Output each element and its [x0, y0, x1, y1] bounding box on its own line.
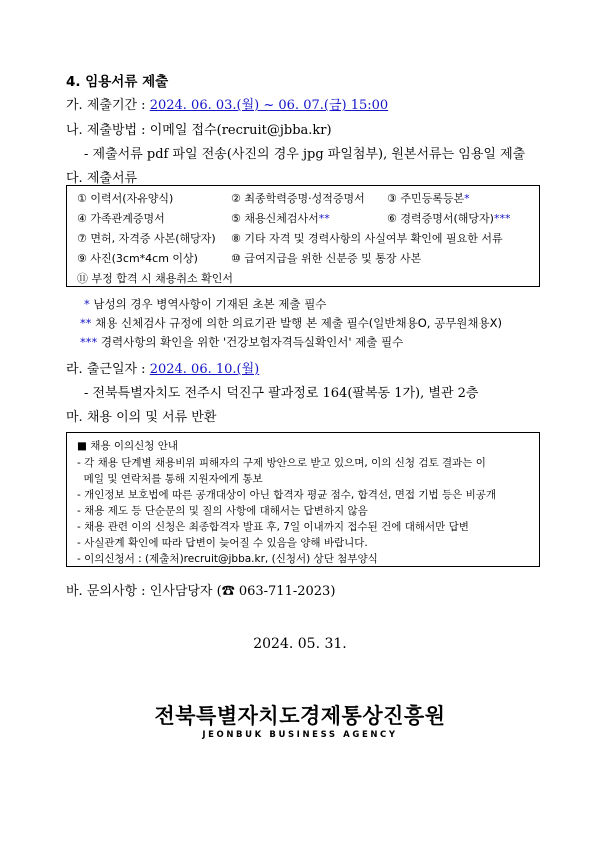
objection-line: - 채용 관련 이의 신청은 최종합격자 발표 후, 7일 이내까지 접수된 건에 대해서만 답변: [77, 521, 469, 533]
objection-box-title: ■ 채용 이의신청 안내: [77, 440, 179, 452]
document-note: ** 채용 신체검사 규정에 의한 의료기관 발행 본 제출 필수(일반채용O, 공무원채용X): [80, 316, 502, 330]
organization-name-en: JEONBUK BUSINESS AGENCY: [202, 730, 398, 740]
objection-box: [66, 432, 540, 567]
document-note: *** 경력사항의 확인을 위한 '건강보험자격득실확인서' 제출 필수: [80, 335, 404, 349]
submission-method: 나. 제출방법 : 이메일 접수(recruit@jbba.kr): [66, 123, 332, 138]
objection-line: - 채용 제도 등 단순문의 및 질의 사항에 대해서는 답변하지 않음: [77, 505, 368, 517]
doc-item: ② 최종학력증명·성적증명서: [231, 192, 365, 205]
section-title: 4. 임용서류 제출: [66, 74, 169, 90]
objection-heading: 마. 채용 이의 및 서류 반환: [66, 410, 217, 425]
objection-line: 메일 및 연락처를 통해 지원자에게 통보: [77, 473, 263, 485]
doc-item: ⑥ 경력증명서(해당자)***: [387, 212, 511, 225]
doc-item: ⑤ 채용신체검사서**: [231, 212, 330, 225]
objection-line: - 개인정보 보호법에 따른 공개대상이 아닌 합격자 평균 점수, 합격선, 면접 기법 등은 비공개: [77, 489, 497, 501]
document-note: * 남성의 경우 병역사항이 기재된 초본 제출 필수: [84, 297, 327, 311]
inquiry-contact: 바. 문의사항 : 인사담당자 (☎ 063-711-2023): [66, 584, 336, 599]
documents-box: [66, 185, 540, 287]
doc-item: ⑦ 면허, 자격증 사본(해당자): [77, 232, 216, 245]
submission-period: [66, 94, 388, 113]
doc-item: ⑨ 사진(3cm*4cm 이상): [77, 252, 198, 265]
start-date-value: 2024. 06. 10.(월): [149, 362, 260, 377]
objection-line: - 이의신청서 : (제출처)recruit@jbba.kr, (신청서) 상단 첨부양식: [77, 553, 378, 565]
documents-heading: 다. 제출서류: [66, 171, 138, 186]
start-date-label: 라. 출근일자 :: [66, 362, 150, 377]
doc-item: ① 이력서(자유양식): [77, 192, 174, 205]
objection-line: - 사실관계 확인에 따라 답변이 늦어질 수 있음을 양해 바랍니다.: [77, 537, 368, 549]
submission-period-value: 2024. 06. 03.(월) ~ 06. 07.(금) 15:00: [149, 98, 389, 113]
submission-period-label: 가. 제출기간 :: [66, 98, 150, 113]
objection-line: - 각 채용 단계별 채용비위 피해자의 구제 방안으로 받고 있으며, 이의 신청 검토 결과는 이: [77, 457, 486, 469]
start-date: [66, 358, 259, 377]
doc-item: ④ 가족관계증명서: [77, 212, 165, 225]
doc-item: ⑧ 기타 자격 및 경력사항의 사실여부 확인에 필요한 서류: [231, 232, 503, 245]
submission-method-note: - 제출서류 pdf 파일 전송(사진의 경우 jpg 파일첨부), 원본서류는 임용일 제출: [84, 147, 526, 162]
organization-name: 전북특별자치도경제통상진흥원: [154, 704, 446, 728]
doc-item: ⑪ 부정 합격 시 채용취소 확인서: [77, 272, 233, 285]
doc-item: ③ 주민등록등본*: [387, 192, 470, 205]
work-address: - 전북특별자치도 전주시 덕진구 팔과정로 164(팔복동 1가), 별관 2층: [84, 386, 479, 401]
document-date: 2024. 05. 31.: [253, 636, 347, 652]
doc-item: ⑩ 급여지급을 위한 신분증 및 통장 사본: [231, 252, 422, 265]
